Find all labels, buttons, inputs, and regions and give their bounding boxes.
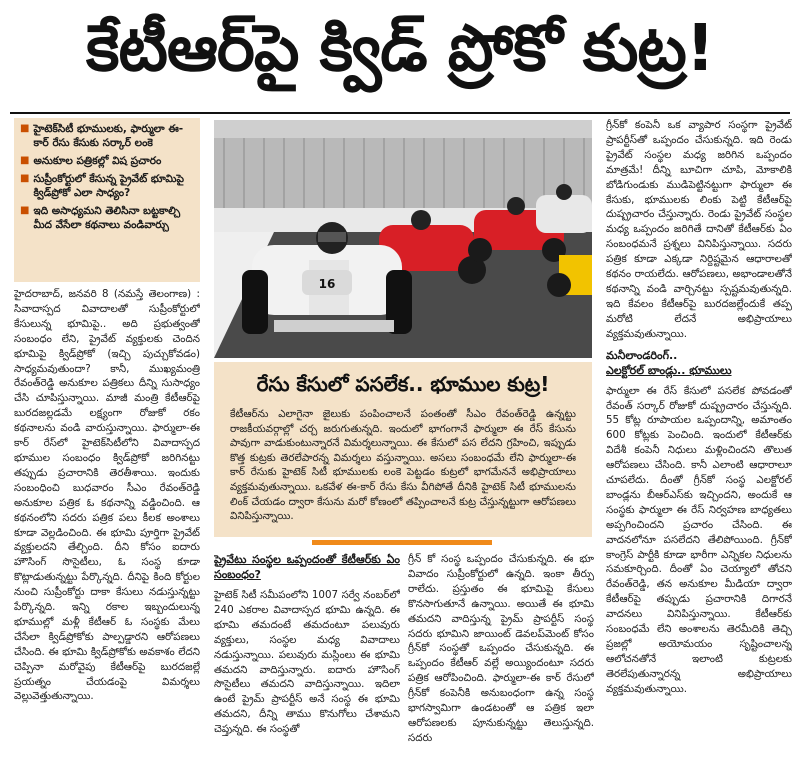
highlight-item — [20, 204, 194, 232]
caption-title: రేసు కేసులో పసలేక.. భూముల కుట్ర! — [256, 372, 550, 396]
bullet-icon: ■ — [20, 173, 30, 184]
bullet-icon: ■ — [20, 155, 30, 166]
race-photo — [214, 120, 592, 358]
caption-text: కేటీఆర్‌ను ఎలాగైనా జైలుకు పంపించాలనే పంతంతో సీఎం రేవంత్‌రెడ్డి ఉన్నట్టు రాజకీయవర్గాల్లో చర్చ జరుగుతున్నది. ఇందులో భాగంగానే ఫార్ములా ఈ రేస్ కేసును పావుగా వాడుకుంటున్నారనే విమర్శలున్నాయి. ఈ కేసులో పస లేదని గ్రహించి, ఇప్పుడు కొత్త కుట్రకు తెరలేపారన్న విమర్శలు వస్తున్నాయి. అసలు సంబంధమే లేని ఫార్ములా-ఈ కార్ రేసుకు హైటెక్ సిటీ భూములకు లంకె పెట్టడం కుట్రలో భాగమేననే అభిప్రాయాలు వ్యక్తమవుతున్నాయి. ఒకవేళ ఈ-కార్ రేసు కేసు వీగిపోతే దీనికి హైటెక్ సిటీ భూములను లింక్ చేయడం ద్వారా కేసును మరో కోణంలో తప్పించాలనే కుట్ర చేస్తున్నట్టుగా ఆరోపణలు వినిపిస్తున్నాయి. — [230, 408, 576, 523]
column-subheading: ఎలక్టోరల్ బాండ్లు.. భూములు — [606, 363, 732, 377]
article-paragraph: హైదరాబాద్, జనవరి 8 (నమస్తే తెలంగాణ) : సివాదాస్పద వివాదాలతో సుప్రీంకోర్టులో కేసులున్న భూమిపై.. అది ప్రభుత్వంతో సంబంధం లేని, ప్రైవేట్ వ్యక్తులకు చెందిన భూమిపై క్విడ్‌ప్రోకో (ఇచ్చి పుచ్చుకోవడం) సాధ్యమవుతుందా? కానీ, ముఖ్యమంత్రి రేవంత్‌రెడ్డి అనుకూల పత్రికలు దీన్ని సుసాధ్యం చేసి చూపిస్తున్నాయి. మాజీ మంత్రి కేటీఆర్‌పై బురదజల్లడమే లక్ష్యంగా రోజుకో రకం కథనాలను వండి వారుస్తున్నాయి. ఫార్ములా-ఈ కార్ రేస్‌లో హైటెక్‌సిటీలోని వివాదాస్పద భూముల సంబంధం క్విడ్‌ప్రోకో జరిగినట్టు తప్పుడు ప్రచారానికి తెరతీశాయి. ఇందుకు సంబంధించి బుధవారం సీఎం రేవంత్‌రెడ్డి అనుకూల పత్రిక ఓ కథనాన్ని వడ్డించింది. ఆ కథనంలోని సదరు పత్రిక పలు కీలక అంశాలు కూడా వెల్లడించింది. ఈ భూమి పూర్తిగా ప్రైవేట్ వ్యక్తులదని తేల్చింది. దీని కోసం ఐదారు హౌసింగ్ సొసైటీలు, ఓ సంస్థ కూడా కొట్లాడుతున్నట్టు పేర్కొన్నది. దీనిపై కింది కోర్టుల నుంచి సుప్రీంకోర్టు దాకా కేసులు నడుస్తున్నట్టు పేర్కొన్నది. ఇన్ని రకాల ఇబ్బందులున్న భూముల్లో మళ్లీ కేటీఆర్ ఓ సంస్థకు మేలు చేసేలా క్విడ్‌ప్రోకోకు పాల్పడ్డారని ఆరోపణలు చేసింది. ఈ భూమి క్విడ్‌ప్రోకోకు అవకాశం లేదని చెప్పినా మరోవైపు కేటీఆర్‌పై బురదజల్లే ప్రయత్నం చేయడంపై విమర్శలు వెల్లువెత్తుతున్నాయి. — [14, 288, 200, 703]
article-paragraph: గ్రీన్‌కో కంపెనీ ఒక వ్యాపార సంస్థగా ప్రైవేట్ ప్రాపర్టీస్‌తో ఒప్పందం చేసుకున్నది. ఇది రెండు ప్రైవేట్ సంస్థల మధ్య జరిగిన ఒప్పందం మాత్రమే! దీన్ని బూచిగా చూపి, మోకాలికి బోడిగుండుకు ముడిపెట్టినట్టుగా ఫార్ములా ఈ కేసుకు, భూములకు లింకు పెట్టి కేటీఆర్‌పై దుష్ప్రచారం చేస్తున్నారు. రెండు ప్రైవేట్ సంస్థల మధ్య ఒప్పందం జరిగితే దానితో కేటీఆర్‌కు ఏం సంబంధమనే ప్రశ్నలు వినిపిస్తున్నాయి. సదరు పత్రిక కూడా ఎక్కడా నిర్దిష్టమైన ఆధారాలతో కథనం రాయలేదు. ఆరోపణలు, అభాండాలతోనే కథనాన్ని వండి వార్చినట్టు స్పష్టమవుతున్నది. ఇది కేవలం కేటీఆర్‌పై బురదజల్లేందుకే తప్ప మరోటి లేదనే అభిప్రాయాలు వ్యక్తమవుతున్నాయి. — [606, 119, 792, 340]
highlight-text: అనుకూల పత్రికల్లో విష ప్రచారం — [33, 155, 162, 167]
article-column-4 — [408, 552, 594, 778]
article-column-3 — [214, 552, 400, 778]
highlight-item — [20, 122, 194, 150]
section-divider — [312, 540, 492, 545]
headline-rule — [10, 112, 790, 114]
highlights-box — [14, 118, 200, 282]
headline: కేటీఆర్‌పై క్విడ్ ప్రోకో కుట్ర! — [86, 11, 714, 86]
column-subheading: మనీలాండరింగ్.. — [606, 348, 678, 362]
article-paragraph: హైటెక్ సిటీ సమీపంలోని 1007 సర్వే నంబర్‌లో 240 ఎకరాల వివాదాస్పద భూమి ఉన్నది. ఈ భూమి తమదంటే తమదంటూ పలువురు వ్యక్తులు, సంస్థల మధ్య వివాదాలు నడుస్తున్నాయి. పలువురు మస్లింలు ఈ భూమి తమదని వాదిస్తున్నారు. ఐదారు హౌసింగ్ సొసైటీలు తమదని వాదిస్తున్నాయి. ఇదిలా ఉంటే ప్రైమ్ ప్రాపర్టీస్ అనే సంస్థ ఈ భూమి తమదని, దీన్ని తాము కొనుగోలు చేశామని చెప్తున్నది. ఈ సంస్థతో — [214, 589, 400, 736]
article-paragraph: గ్రీన్ కో సంస్థ ఒప్పందం చేసుకున్నది. ఈ భూ వివాదం సుప్రీంకోర్టులో ఉన్నది. ఇంకా తీర్పు రాలేదు. ప్రస్తుతం ఈ భూమిపై కేసులు కొనసాగుతూనే ఉన్నాయి. అయితే ఈ భూమి తమదని వాదిస్తున్న ప్రైమ్ ప్రాపర్టీస్ సంస్థ సదరు భూమిని జాయింట్ డెవలప్‌మెంట్ కోసం గ్రీన్‌కో సంస్థతో ఒప్పందం చేసుకున్నది. ఈ ఒప్పందం కేటీఆర్ వల్లే అయ్యిందంటూ సదరు పత్రిక ఆరోపించింది. ఫార్ములా-ఈ కార్ రేసులో గ్రీన్‌కో కంపెనీకి అనుబంధంగా ఉన్న సంస్థ భాగస్వామిగా ఉండటంతో ఆ పత్రిక ఇలా ఆరోపణలకు పూనుకున్నట్టు తెలుస్తున్నది. సదరు — [408, 553, 594, 744]
caption-box — [214, 362, 592, 537]
highlight-text: సుప్రీంకోర్టులో కేసున్న ప్రైవేట్ భూమిపై క్విడ్‌ప్రోకో ఎలా సాధ్యం? — [33, 173, 184, 199]
article-column-5 — [606, 118, 792, 778]
highlight-text: హైటెక్‌సిటీ భూములకు, ఫార్ములా ఈ-కార్ రేసు కేసుకు సర్కార్ లంకె — [33, 123, 184, 149]
article-paragraph: ఫార్ములా ఈ రేస్ కేసులో పసలేక పోవడంతో రేవంత్ సర్కార్ రోజుకో దుష్ప్రచారం చేస్తున్నది. 55 కోట్ల రూపాయల ఒప్పందాన్ని, అమాంతం 600 కోట్లకు పెంచింది. ఇందులో కేటీఆర్‌కు విదేశీ కంపెనీ నిధులు మళ్లించిందని తొలుత ఆరోపణలు చేసింది. కానీ ఎలాంటి ఆధారాలూ చూపలేదు. దీంతో గ్రీన్‌కో సంస్థ ఎలక్టోరల్ బాండ్లను బీఆర్‌ఎస్‌కు ఇచ్చిందని, అందుకే ఆ సంస్థకు ఫార్ములా ఈ రేస్ నిర్వహణ బాధ్యతలు అప్పగించిందని ప్రచారం చేసింది. ఈ వాదనలోనూ పసలేదని తేలిపోయింది. గ్రీన్‌కో కాంగ్రెస్ పార్టీకి కూడా భారీగా ఎన్నికల నిధులను సమకూర్చింది. దీంతో ఏం చెయ్యాలో తోచని రేవంత్‌రెడ్డి, తన అనుకూల మీడియా ద్వారా కేటీఆర్‌పై తప్పుడు ప్రచారానికి దిగారనే వాదనలు వినిపిస్తున్నాయి. కేటీఆర్‌కు సంబంధమే లేని అంశాలను తెరమీదికి తెచ్చి ప్రజల్లో అయోమయం సృష్టించాలన్న ఆలోచనతోనే ఇలాంటి కుట్రలకు తెరలేపుతున్నారన్న అభిప్రాయాలు వ్యక్తమవుతున్నాయి. — [606, 384, 792, 695]
article-column-1 — [14, 287, 200, 777]
highlight-text: ఇది అసాధ్యమని తెలిసినా బట్టకాల్చి మీద వేసేలా కథనాలు వండివార్చు — [33, 205, 181, 231]
highlight-item — [20, 154, 194, 168]
column-subheading: ప్రైవేటు సంస్థల ఒప్పందంతో కేటీఆర్‌కు ఏం సంబంధం? — [214, 553, 400, 581]
car-number: 16 — [318, 277, 336, 291]
race-cars-illustration — [214, 120, 592, 358]
bullet-icon: ■ — [20, 205, 30, 216]
bullet-icon: ■ — [20, 123, 30, 134]
highlight-item — [20, 172, 194, 200]
